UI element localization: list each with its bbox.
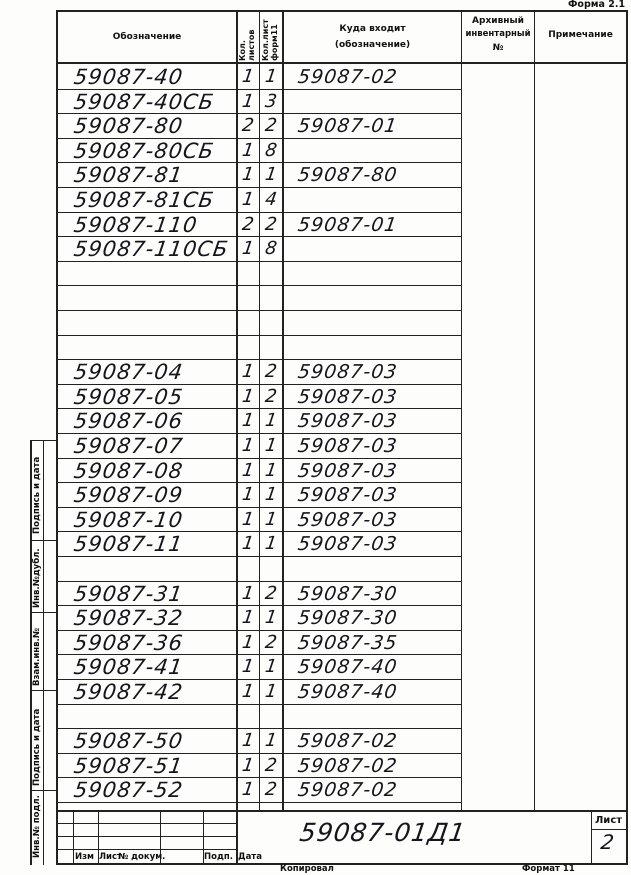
row-where-used: 59087-40 (296, 656, 400, 678)
row-where-used: 59087-03 (296, 533, 400, 555)
row-format-count: 2 (263, 214, 279, 235)
stamp-sign: Подп. (204, 852, 233, 862)
row-format-count: 2 (263, 386, 279, 407)
row-format-count: 8 (263, 238, 279, 259)
row-where-used: 59087-02 (296, 730, 400, 752)
table-row (0, 581, 631, 606)
row-designation: 59087-04 (72, 360, 185, 384)
row-designation: 59087-09 (72, 483, 185, 507)
row-format-count: 1 (263, 656, 279, 677)
row-where-used: 59087-01 (296, 115, 400, 137)
row-where-used: 59087-03 (296, 509, 400, 531)
table-row (0, 384, 631, 409)
row-format-count: 1 (263, 681, 279, 702)
table-row (0, 556, 631, 581)
row-where-used: 59087-01 (296, 214, 400, 236)
table-row (0, 679, 631, 704)
stamp-list: Лист (99, 852, 122, 862)
row-where-used: 59087-02 (296, 66, 400, 88)
side-label-sign-date-top: Подпись и дата (32, 456, 42, 534)
stamp-top (56, 810, 627, 812)
row-format-count: 1 (263, 484, 279, 505)
header-sheets: Кол. листов (238, 29, 256, 61)
side-label-inv-dubl: Инв.№дубл. (32, 548, 42, 608)
row-where-used: 59087-02 (296, 779, 400, 801)
table-row (0, 605, 631, 630)
row-where-used: 59087-80 (296, 164, 400, 186)
table-row (0, 753, 631, 778)
row-sheet-count: 1 (240, 91, 256, 112)
row-sheet-count: 1 (240, 410, 256, 431)
table-row (0, 212, 631, 237)
row-designation: 59087-41 (72, 655, 185, 679)
row-format-count: 2 (263, 115, 279, 136)
row-format-count: 2 (263, 361, 279, 382)
stamp-doc-no: № докум. (118, 852, 166, 862)
table-row (0, 630, 631, 655)
table-row (0, 704, 631, 729)
row-where-used: 59087-03 (296, 484, 400, 506)
row-sheet-count: 1 (240, 435, 256, 456)
table-row (0, 359, 631, 384)
table-row (0, 285, 631, 310)
row-format-count: 1 (263, 730, 279, 751)
stamp-v-6 (591, 810, 592, 864)
table-row (0, 187, 631, 212)
row-sheet-count: 2 (240, 214, 256, 235)
table-row (0, 236, 631, 261)
side-label-sign-date-bottom: Подпись и дата (32, 708, 42, 786)
header-notes: Примечание (548, 30, 613, 40)
row-format-count: 1 (263, 509, 279, 530)
footer-copied: Копировал (280, 864, 334, 874)
row-designation: 59087-42 (72, 680, 185, 704)
row-designation: 59087-07 (72, 434, 185, 458)
table-row (0, 408, 631, 433)
row-designation: 59087-36 (72, 631, 185, 655)
row-where-used: 59087-03 (296, 435, 400, 457)
row-format-count: 1 (263, 410, 279, 431)
table-row (0, 458, 631, 483)
row-designation: 59087-52 (72, 778, 185, 802)
row-designation: 59087-06 (72, 409, 185, 433)
document-code: 59087-01Д1 (297, 818, 468, 847)
table-row (0, 531, 631, 556)
row-where-used: 59087-03 (296, 386, 400, 408)
row-sheet-count: 1 (240, 460, 256, 481)
stamp-row-3 (56, 849, 237, 850)
sheet-label: Лист (595, 815, 623, 826)
stamp-row-2 (56, 836, 237, 837)
table-row (0, 162, 631, 187)
stamp-row-1 (56, 823, 237, 824)
form-label: Форма 2.1 (568, 0, 626, 10)
row-where-used: 59087-30 (296, 607, 400, 629)
row-designation: 59087-81 (72, 163, 185, 187)
row-sheet-count: 1 (240, 730, 256, 751)
row-sheet-count: 1 (240, 484, 256, 505)
row-sheet-count: 1 (240, 189, 256, 210)
row-sheet-count: 1 (240, 509, 256, 530)
row-where-used: 59087-03 (296, 361, 400, 383)
row-format-count: 4 (263, 189, 279, 210)
row-format-count: 3 (263, 91, 279, 112)
row-sheet-count: 1 (240, 681, 256, 702)
row-sheet-count: 2 (240, 115, 256, 136)
table-row (0, 138, 631, 163)
sheet-number: 2 (599, 830, 616, 854)
row-designation: 59087-51 (72, 754, 185, 778)
row-designation: 59087-08 (72, 459, 185, 483)
row-designation: 59087-110СБ (72, 237, 231, 261)
row-sheet-count: 1 (240, 779, 256, 800)
row-where-used: 59087-03 (296, 410, 400, 432)
row-designation: 59087-80 (72, 114, 185, 138)
row-designation: 59087-50 (72, 729, 185, 753)
table-row (0, 433, 631, 458)
table-row (0, 335, 631, 360)
table-row (0, 654, 631, 679)
row-format-count: 2 (263, 755, 279, 776)
row-designation: 59087-32 (72, 606, 185, 630)
row-sheet-count: 1 (240, 140, 256, 161)
row-format-count: 8 (263, 140, 279, 161)
table-row (0, 728, 631, 753)
row-sheet-count: 1 (240, 607, 256, 628)
row-format-count: 1 (263, 607, 279, 628)
row-sheet-count: 1 (240, 66, 256, 87)
row-sheet-count: 1 (240, 656, 256, 677)
row-sheet-count: 1 (240, 583, 256, 604)
header-where-used-1: Куда входит (339, 24, 406, 34)
stamp-izm: Изм (75, 852, 95, 862)
side-label-inv-podl: Инв.№ подл. (32, 795, 42, 858)
table-row (0, 261, 631, 286)
row-where-used: 59087-02 (296, 755, 400, 777)
table-row (0, 482, 631, 507)
header-archive-1: Архивный (472, 16, 524, 26)
row-where-used: 59087-35 (296, 632, 400, 654)
side-label-vzam: Взам.инв.№ (32, 628, 42, 686)
row-designation: 59087-10 (72, 508, 185, 532)
table-row (0, 777, 631, 802)
row-designation: 59087-05 (72, 385, 185, 409)
table-row (0, 507, 631, 532)
footer-format: Формат 11 (522, 864, 575, 874)
row-sheet-count: 1 (240, 164, 256, 185)
row-designation: 59087-31 (72, 582, 185, 606)
row-where-used: 59087-40 (296, 681, 400, 703)
row-designation: 59087-80СБ (72, 139, 216, 163)
stamp-date: Дата (238, 852, 262, 862)
row-where-used: 59087-30 (296, 583, 400, 605)
row-format-count: 2 (263, 583, 279, 604)
row-designation: 59087-11 (72, 532, 185, 556)
row-format-count: 2 (263, 779, 279, 800)
row-format-count: 2 (263, 632, 279, 653)
table-row (0, 89, 631, 114)
row-sheet-count: 1 (240, 361, 256, 382)
row-format-count: 1 (263, 66, 279, 87)
row-format-count: 1 (263, 435, 279, 456)
table-row (0, 113, 631, 138)
row-sheet-count: 1 (240, 533, 256, 554)
frame-top (56, 10, 627, 12)
header-where-used-2: (обозначение) (334, 40, 411, 50)
row-designation: 59087-40СБ (72, 90, 216, 114)
header-archive-2: инвентарный (465, 29, 531, 39)
row-sheet-count: 1 (240, 386, 256, 407)
row-sheet-count: 1 (240, 238, 256, 259)
row-line (58, 802, 461, 803)
header-archive-3: № (492, 43, 504, 53)
table-row (0, 310, 631, 335)
header-designation: Обозначение (112, 32, 182, 42)
row-format-count: 1 (263, 460, 279, 481)
row-designation: 59087-40 (72, 65, 185, 89)
table-row (0, 64, 631, 89)
row-designation: 59087-110 (72, 213, 200, 237)
row-sheet-count: 1 (240, 755, 256, 776)
row-format-count: 1 (263, 164, 279, 185)
row-designation: 59087-81СБ (72, 188, 216, 212)
row-sheet-count: 1 (240, 632, 256, 653)
row-where-used: 59087-03 (296, 460, 400, 482)
row-format-count: 1 (263, 533, 279, 554)
stamp-v-1 (73, 810, 74, 864)
header-format-count: Кол.лист форм11 (261, 19, 279, 61)
